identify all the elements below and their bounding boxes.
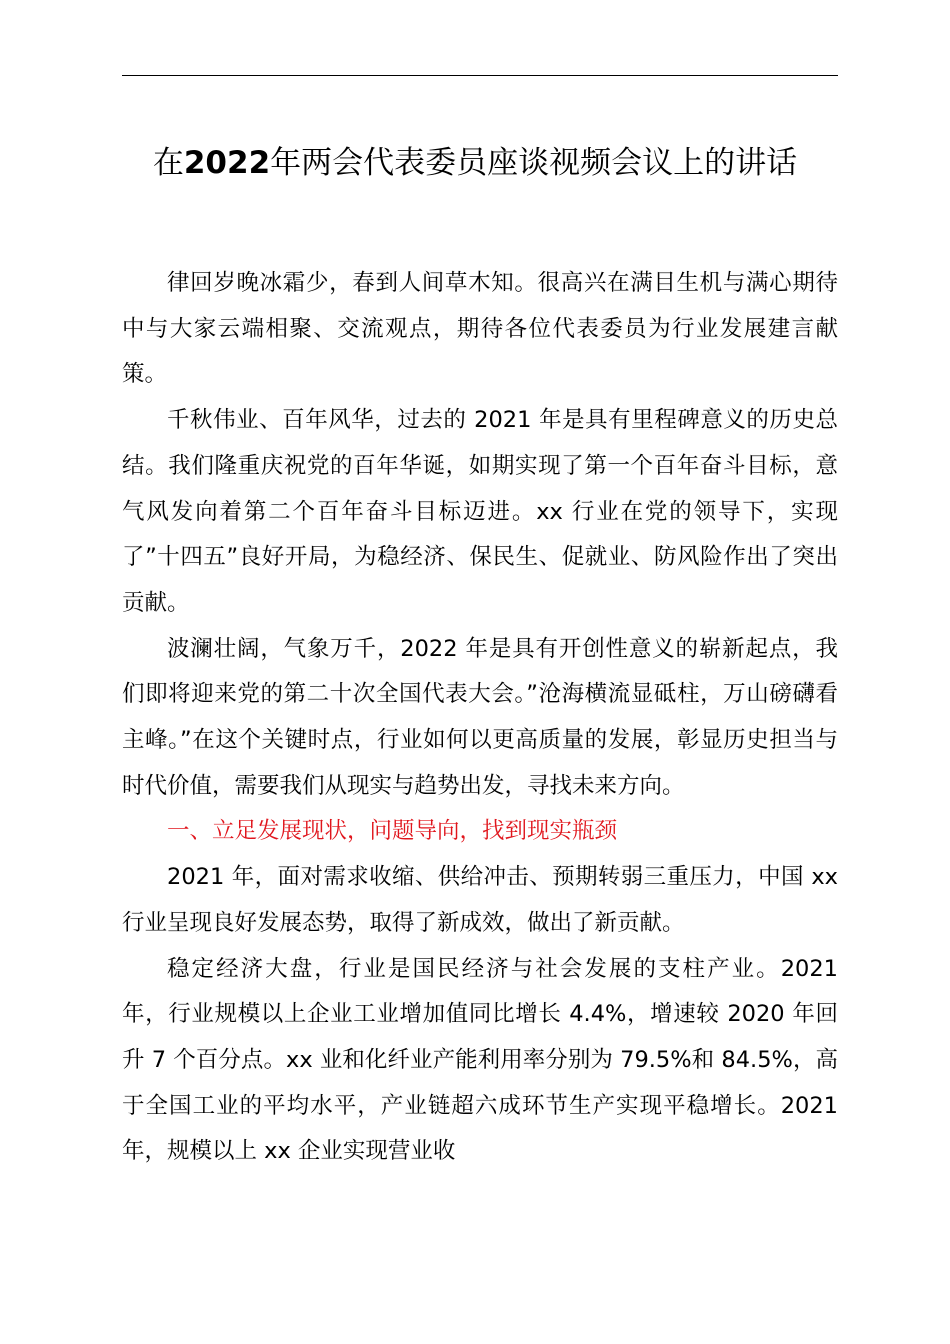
header-rule [122,75,838,76]
paragraph-2021-review: 千秋伟业、百年风华，过去的 2021 年是具有里程碑意义的历史总结。我们隆重庆祝党的百年华诞，如期实现了第一个百年奋斗目标，意气风发向着第二个百年奋斗目标迈进。xx 行业在党的领导下，实现了”十四五”良好开局，为稳经济、保民生、促就业、防风险作出了突出贡献。 [122,407,838,616]
paragraph-intro: 律回岁晚冰霜少，春到人间草木知。很高兴在满目生机与满心期待中与大家云端相聚、交流观点，期待各位代表委员为行业发展建言献策。 [122,270,838,388]
title-year: 2022 [183,145,271,181]
paragraph-economy-stability: 稳定经济大盘，行业是国民经济与社会发展的支柱产业。2021 年，行业规模以上企业工业增加值同比增长 4.4%，增速较 2020 年回升 7 个百分点。xx 业和化纤业产能利用率分别为 79.5%和 84.5%，高于全国工业的平均水平，产业链超六成环节生产实现平稳增长。2021 年，规模以上 xx 企业实现营业收 [122,955,838,1165]
document-body [122,261,838,1175]
title-prefix: 在 [152,145,184,181]
paragraph-2021-pressures: 2021 年，面对需求收缩、供给冲击、预期转弱三重压力，中国 xx 行业呈现良好发展态势，取得了新成效，做出了新贡献。 [122,864,838,936]
section-heading: 一、立足发展现状，问题导向，找到现实瓶颈 [167,818,618,845]
title-rest: 年两会代表委员座谈视频会议上的讲话 [270,145,798,181]
paragraph-2022-outlook: 波澜壮阔，气象万千，2022 年是具有开创性意义的崭新起点，我们即将迎来党的第二十次全国代表大会。”沧海横流显砥柱，万山磅礴看主峰。”在这个关键时点，行业如何以更高质量的发展，彰显历史担当与时代价值，需要我们从现实与趋势出发，寻找未来方向。 [122,635,838,799]
document-title [112,138,838,189]
